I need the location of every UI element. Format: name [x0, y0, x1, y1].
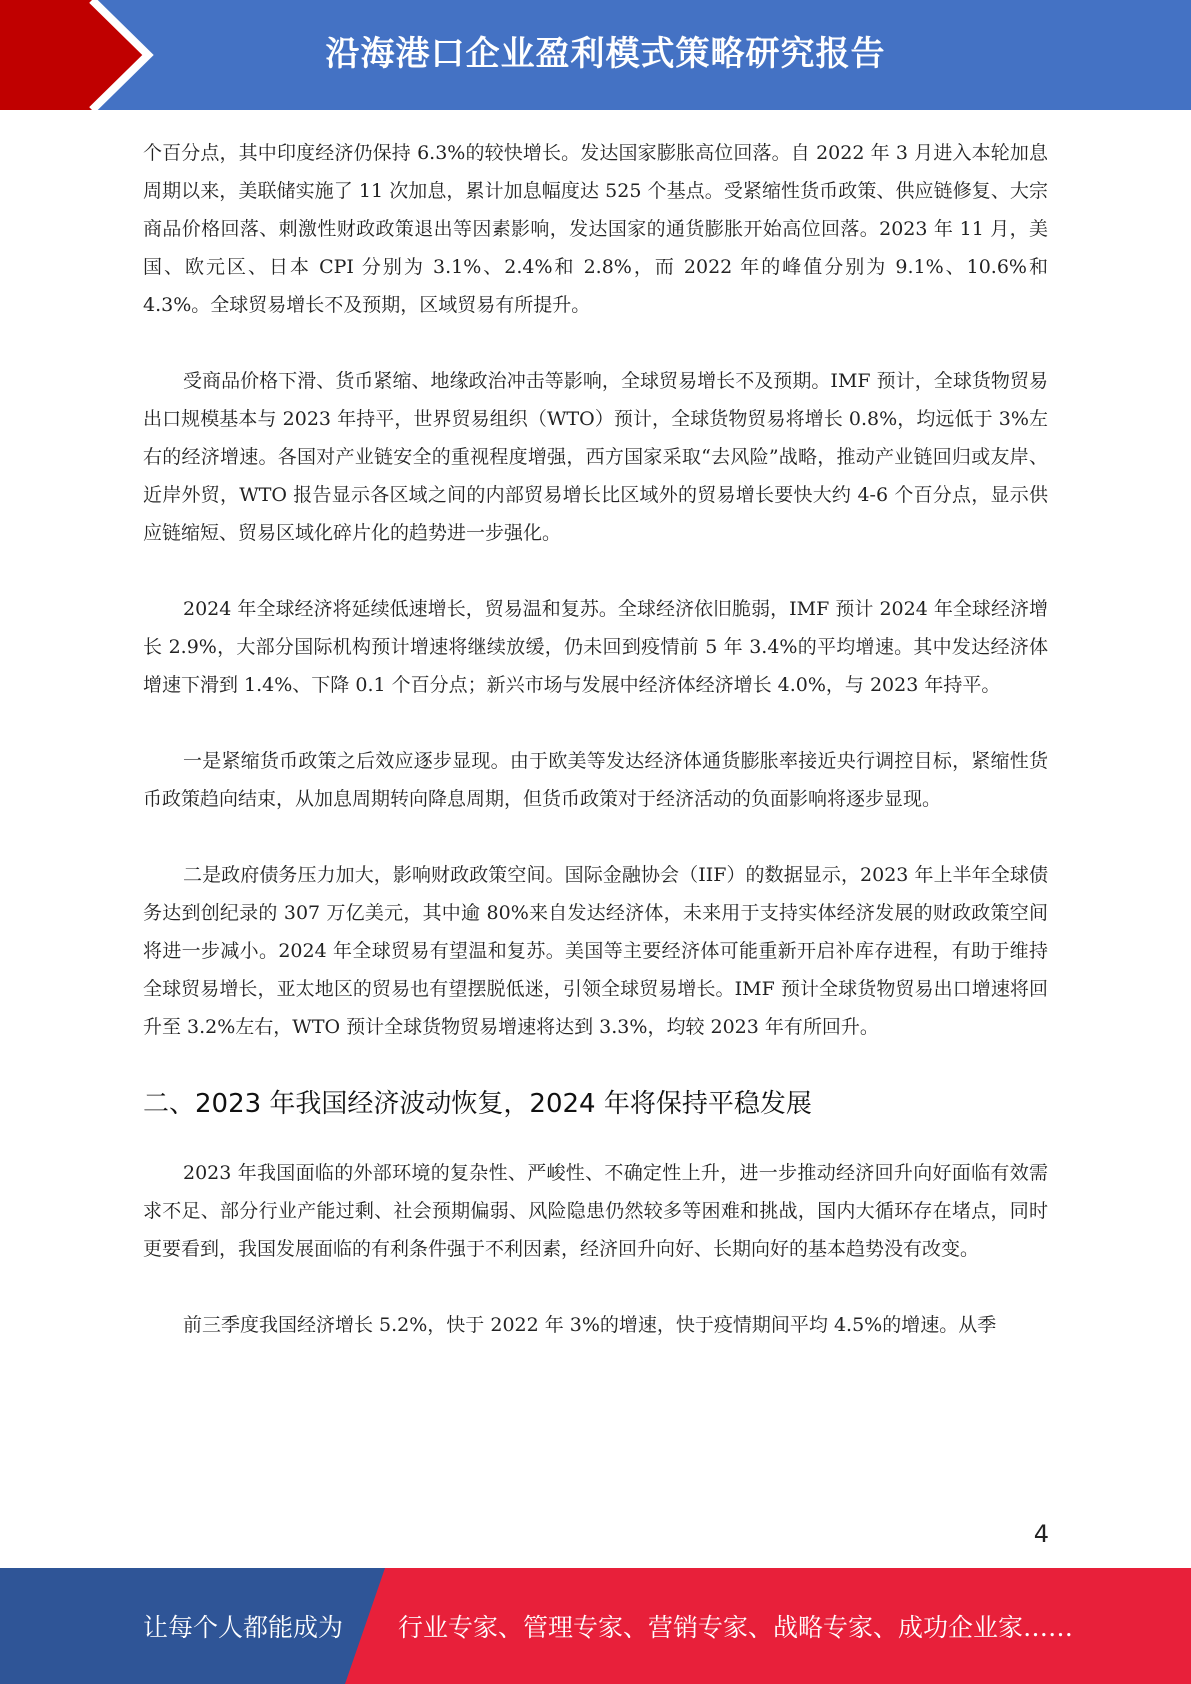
paragraph-3: 2024 年全球经济将延续低速增长，贸易温和复苏。全球经济依旧脆弱，IMF 预计 2024 年全球经济增长 2.9%，大部分国际机构预计增速将继续放缓，仍未回到疫情前 5 年 3.4%的平均增速。其中发达经济体增速下滑到 1.4%、下降 0.1 个百分点；新兴市场与发展中经济体经济增长 4.0%，与 2023 年持平。 [143, 598, 1048, 696]
section-paragraph-1: 2023 年我国面临的外部环境的复杂性、严峻性、不确定性上升，进一步推动经济回升向好面临有效需求不足、部分行业产能过剩、社会预期偏弱、风险隐患仍然较多等困难和挑战，国内大循环存在堵点，同时更要看到，我国发展面临的有利条件强于不利因素，经济回升向好、长期向好的基本趋势没有改变。 [143, 1162, 1048, 1260]
section-heading: 二、2023 年我国经济波动恢复，2024 年将保持平稳发展 [143, 1089, 812, 1119]
page-number: 4 [1033, 1520, 1049, 1548]
paragraph-5: 二是政府债务压力加大，影响财政政策空间。国际金融协会（IIF）的数据显示，2023 年上半年全球债务达到创纪录的 307 万亿美元，其中逾 80%来自发达经济体，未来用于支持实体经济发展的财政政策空间将进一步减小。2024 年全球贸易有望温和复苏。美国等主要经济体可能重新开启补库存进程，有助于维持全球贸易增长，亚太地区的贸易也有望摆脱低迷，引领全球贸易增长。IMF 预计全球货物贸易出口增速将回升至 3.2%左右，WTO 预计全球货物贸易增速将达到 3.3%，均较 2023 年有所回升。 [143, 864, 1048, 1038]
paragraph-2: 受商品价格下滑、货币紧缩、地缘政治冲击等影响，全球贸易增长不及预期。IMF 预计，全球货物贸易出口规模基本与 2023 年持平，世界贸易组织（WTO）预计，全球货物贸易将增长 0.8%，均远低于 3%左右的经济增速。各国对产业链安全的重视程度增强，西方国家采取“去风险”战略，推动产业链回归或友岸、近岸外贸，WTO 报告显示各区域之间的内部贸易增长比区域外的贸易增长要快大约 4-6 个百分点，显示供应链缩短、贸易区域化碎片化的趋势进一步强化。 [143, 370, 1048, 544]
page-footer [0, 1568, 1191, 1684]
paragraph-1: 个百分点，其中印度经济仍保持 6.3%的较快增长。发达国家膨胀高位回落。自 2022 年 3 月进入本轮加息周期以来，美联储实施了 11 次加息，累计加息幅度达 525 个基点。受紧缩性货币政策、供应链修复、大宗商品价格回落、刺激性财政政策退出等因素影响，发达国家的通货膨胀开始高位回落。2023 年 11 月，美国、欧元区、日本 CPI 分别为 3.1%、2.4%和 2.8%，而 2022 年的峰值分别为 9.1%、10.6%和 4.3%。全球贸易增长不及预期，区域贸易有所提升。 [143, 142, 1048, 316]
document-body [143, 134, 1048, 1344]
report-title: 沿海港口企业盈利模式策略研究报告 [325, 34, 886, 74]
section-paragraph-2: 前三季度我国经济增长 5.2%，快于 2022 年 3%的增速，快于疫情期间平均 4.5%的增速。从季 [183, 1314, 997, 1336]
footer-roles: 行业专家、管理专家、营销专家、战略专家、成功企业家…… [398, 1613, 1074, 1642]
footer-slogan: 让每个人都能成为 [143, 1613, 344, 1642]
page-header [0, 0, 1191, 110]
paragraph-4: 一是紧缩货币政策之后效应逐步显现。由于欧美等发达经济体通货膨胀率接近央行调控目标，紧缩性货币政策趋向结束，从加息周期转向降息周期，但货币政策对于经济活动的负面影响将逐步显现。 [143, 750, 1048, 810]
